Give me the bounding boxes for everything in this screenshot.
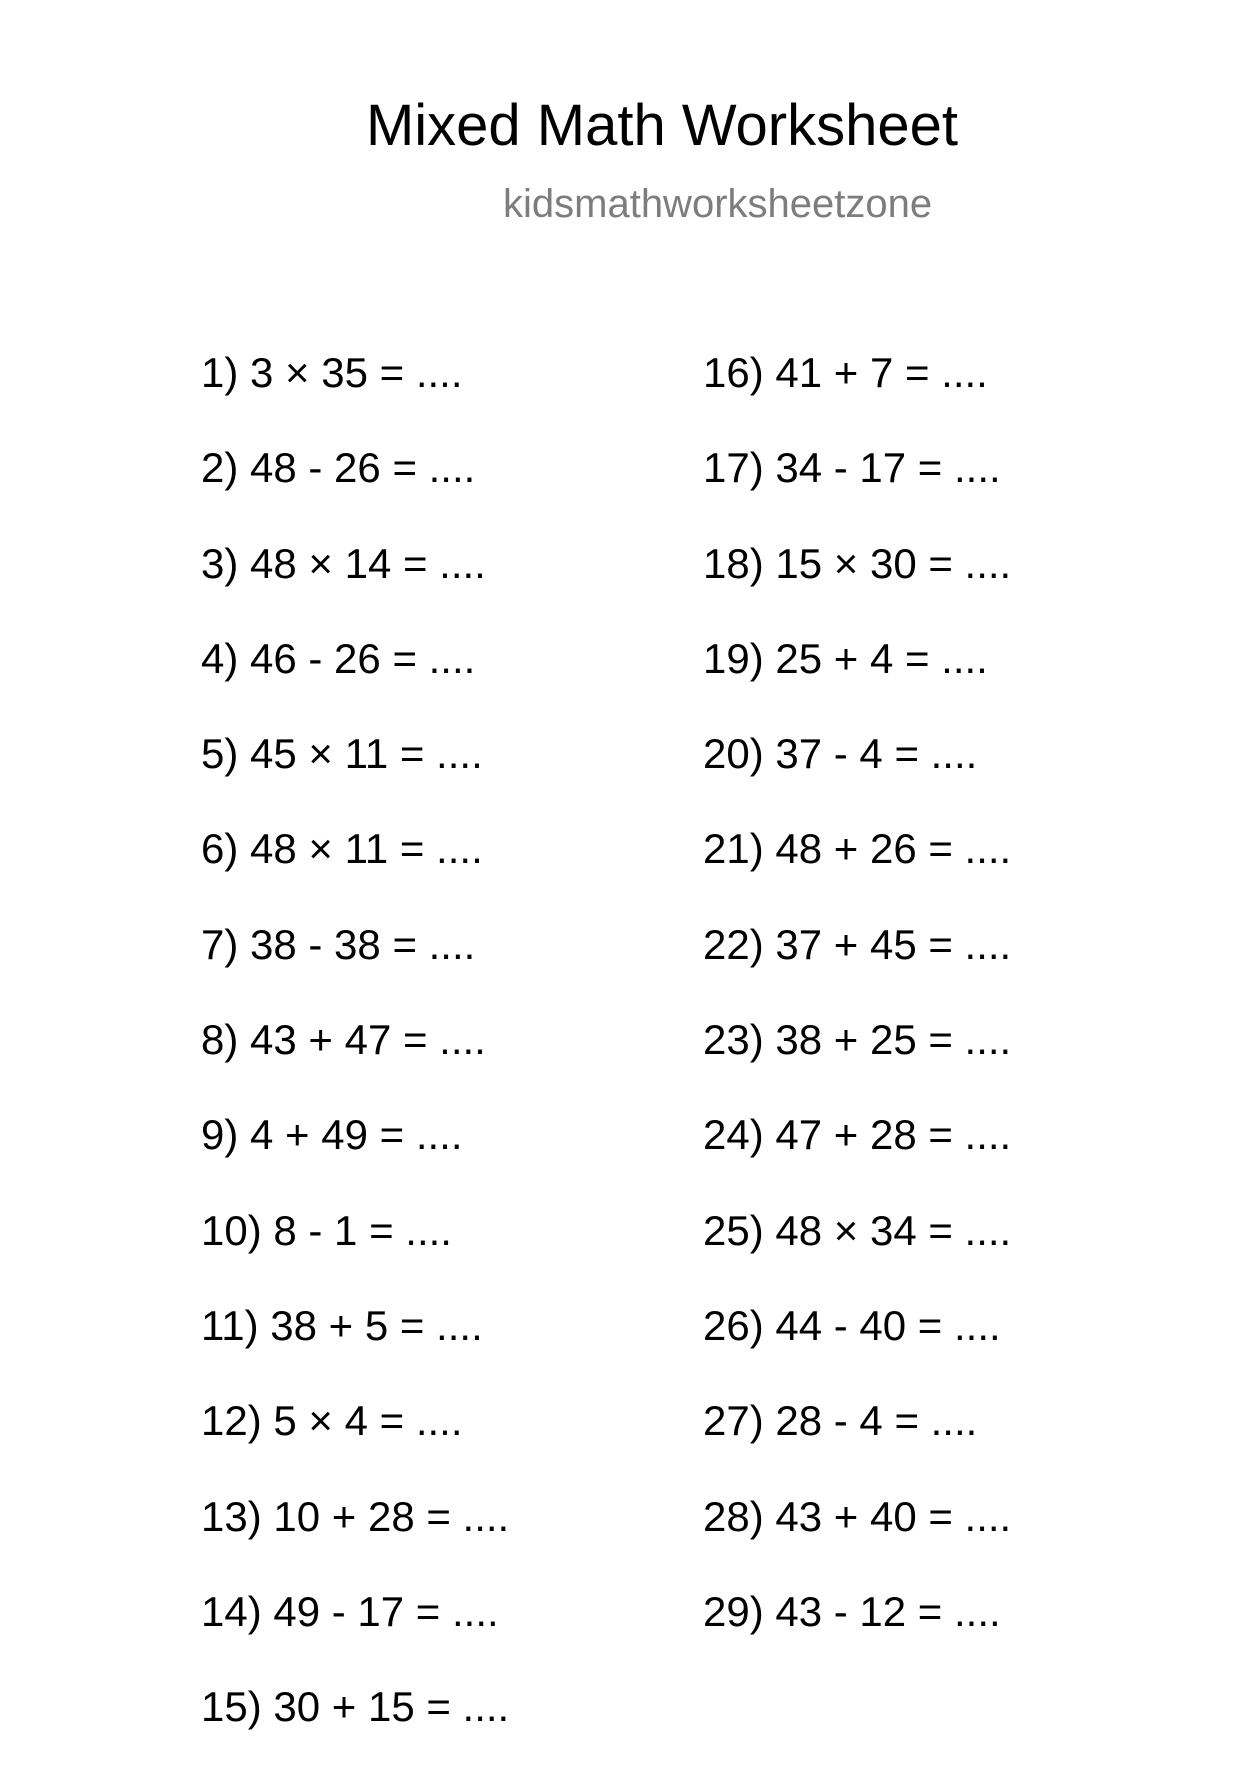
math-problem: 21) 48 + 26 = .... <box>703 825 1012 873</box>
math-problem: 14) 49 - 17 = .... <box>201 1587 499 1635</box>
math-problem: 3) 48 × 14 = .... <box>201 539 486 587</box>
problem-column-left <box>201 349 510 1781</box>
math-problem: 24) 47 + 28 = .... <box>703 1111 1012 1159</box>
math-problem: 19) 25 + 4 = .... <box>703 634 988 682</box>
math-problem: 23) 38 + 25 = .... <box>703 1016 1012 1064</box>
math-problem: 22) 37 + 45 = .... <box>703 920 1012 968</box>
math-problem: 16) 41 + 7 = .... <box>703 349 988 396</box>
math-problem: 9) 4 + 49 = .... <box>201 1111 463 1159</box>
math-problem: 11) 38 + 5 = .... <box>201 1301 483 1349</box>
math-problem: 25) 48 × 34 = .... <box>703 1206 1012 1254</box>
math-problem: 8) 43 + 47 = .... <box>201 1016 486 1064</box>
worksheet-subtitle: kidsmathworksheetzone <box>503 182 933 226</box>
math-problem: 5) 45 × 11 = .... <box>201 730 483 778</box>
math-problem: 15) 30 + 15 = .... <box>201 1683 510 1731</box>
math-problem: 1) 3 × 35 = .... <box>201 349 463 396</box>
math-problem: 17) 34 - 17 = .... <box>703 444 1001 492</box>
math-problem: 13) 10 + 28 = .... <box>201 1492 510 1540</box>
math-problem: 6) 48 × 11 = .... <box>201 825 483 873</box>
math-problem: 20) 37 - 4 = .... <box>703 730 978 778</box>
math-problem: 18) 15 × 30 = .... <box>703 539 1012 587</box>
math-problem: 4) 46 - 26 = .... <box>201 634 476 682</box>
math-problem: 7) 38 - 38 = .... <box>201 920 476 968</box>
worksheet-title: Mixed Math Worksheet <box>365 93 959 158</box>
problem-column-right <box>703 349 1012 1686</box>
math-problem: 10) 8 - 1 = .... <box>201 1206 452 1254</box>
math-problem: 26) 44 - 40 = .... <box>703 1301 1001 1349</box>
math-problem: 27) 28 - 4 = .... <box>703 1397 978 1445</box>
math-problem: 29) 43 - 12 = .... <box>703 1587 1001 1635</box>
math-problem: 28) 43 + 40 = .... <box>703 1492 1012 1540</box>
math-problem: 12) 5 × 4 = .... <box>201 1397 463 1445</box>
math-problem: 2) 48 - 26 = .... <box>201 444 476 492</box>
